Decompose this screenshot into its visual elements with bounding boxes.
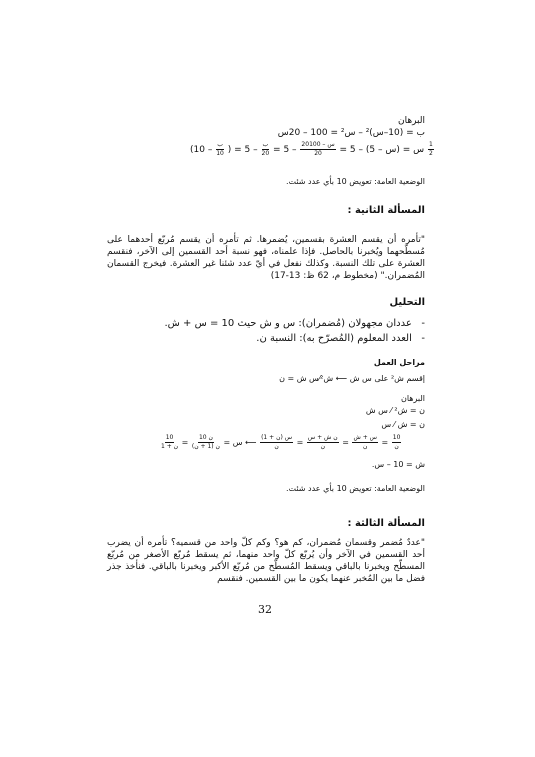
fraction: $\frac{\text{10 ن}}{\text{ن (1 + ن)}}$ bbox=[191, 434, 220, 450]
steps-line-1: إقسم ش² على س ش ⟵ ش²⁄س ش = ن bbox=[279, 374, 425, 383]
problem-2-title: المسألة الثانية : bbox=[347, 205, 425, 216]
analysis-item-1-text: عددان مجهولان (مُضمران): س و ش حيث 10 = س + ش. bbox=[164, 318, 412, 329]
fraction-half: $\frac{1}{2}$ bbox=[428, 141, 433, 157]
fraction: $\frac{\text{س + ش}}{\text{ن}}$ bbox=[353, 434, 377, 450]
analysis-item-2-text: العدد المعلوم (المُصرّح به): النسبة ن. bbox=[256, 333, 412, 344]
problem-2-text: "تأمره أن يقسم العشرة بقسمين، يُضمرها. ثم تأمره أن يقسم مُربّع أحدهما على مُسطّحهما ويُخبرنا بالحاصل. فإذا علمناه، فهو نسبة أحد القسمين إلى الآخر، فنقسم العشرة على تلك النسبة. وكذلك نفعل في أيّ عدد شئنا غير العشرة. فيخرج القسمان المُضمران." (مخطوط م، 62 ظ: 13-17) bbox=[107, 235, 425, 281]
proof-2-eq-3: ش = 10 – س. bbox=[371, 460, 425, 469]
fraction: $\frac{10}{\text{1 + ن}}$ bbox=[161, 434, 179, 450]
fraction: $\frac{10}{\text{ن}}$ bbox=[392, 434, 401, 450]
problem-3-text: "عددٌ مُضمر وقسمان مُضمران، كم هو؟ وكم كلّ واحد من قسميه؟ تأمره أن يضرب أحد القسمين في الآخر وأن يُربّع كلّ واحد منهما، ثم يسقط مُربّع الأصغر من مُربّع المسطّح ويخبرنا بالباقي ويسقط المُسطّح من مُربّع الأكبر ويخبرنا بالباقي. فنأخذ جذر فضل ما بين المُخبر عنهما يكون ما بين القسمين. فنقسم bbox=[107, 538, 425, 584]
page-number: 32 bbox=[258, 603, 272, 616]
fraction: $\frac{\text{(1 + ن) س}}{\text{ن}}$ bbox=[261, 434, 293, 450]
proof-label: البرهان bbox=[397, 116, 425, 126]
general-case-1: الوضعية العامة: تعويض 10 بأي عدد شئت. bbox=[285, 177, 425, 186]
problem-3-title: المسألة الثالثة : bbox=[347, 518, 425, 529]
proof-2-eq-1: ن = ش² ⁄ س ش bbox=[365, 406, 425, 415]
proof-equation-1: ب = (10–س)² – س² = 100 – 20س bbox=[277, 128, 425, 138]
proof-equation-2: س = (س – 5) – 5 = $\frac{\text{20س – 100}}{20}$ – 5 = $\frac{\text{ب}}{20}$ – 5 = ( $\frac{\text{ب}}{10}$ – 10) $\frac{1}{2}$ bbox=[190, 141, 433, 157]
fraction: $\frac{\text{ب}}{10}$ bbox=[216, 141, 224, 157]
analysis-item-2: - العدد المعلوم (المُصرّح به): النسبة ن. bbox=[256, 333, 425, 344]
fraction: $\frac{\text{ب}}{20}$ bbox=[261, 141, 270, 157]
fraction: $\frac{\text{ن ش + س}}{\text{ن}}$ bbox=[307, 434, 338, 450]
fraction: $\frac{\text{20س – 100}}{20}$ bbox=[301, 141, 335, 157]
analysis-item-1: - عددان مجهولان (مُضمران): س و ش حيث 10 = س + ش. bbox=[164, 318, 425, 329]
general-case-2: الوضعية العامة: تعويض 10 بأي عدد شئت. bbox=[285, 484, 425, 493]
steps-title: مراحل العمل bbox=[373, 358, 425, 367]
proof-2-chain: $\frac{10}{\text{1 + ن}}$ = $\frac{\text{10 ن}}{\text{ن (1 + ن)}}$ = س ⟵ $\frac{\text{(1 + ن) س}}{\text{ن}}$ = $\frac{\text{ن ش + س}}{\text{ن}}$ = $\frac{\text{س + ش}}{\text{ن}}$ = $\frac{10}{\text{ن}}$ bbox=[161, 434, 401, 450]
analysis-title: التحليل bbox=[389, 297, 425, 308]
proof-2-eq-2: ن = ش ⁄ س bbox=[381, 420, 425, 429]
proof-2-label: البرهان bbox=[400, 394, 425, 403]
